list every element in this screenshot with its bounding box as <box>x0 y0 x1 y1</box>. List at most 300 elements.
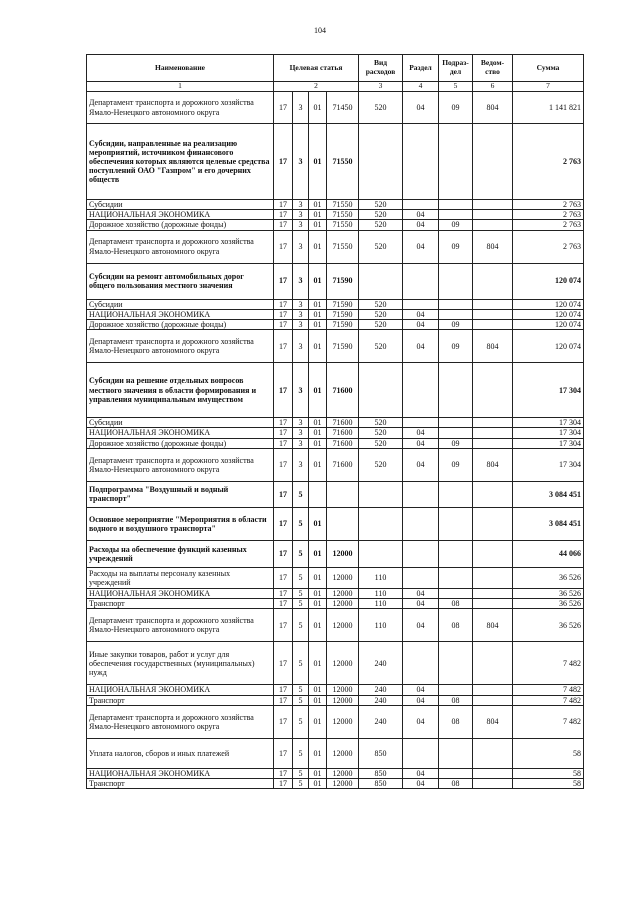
target-subprogram: 5 <box>293 589 309 599</box>
subsection: 09 <box>439 330 473 363</box>
subsection: 09 <box>439 438 473 448</box>
target-event: 01 <box>309 768 327 778</box>
section <box>403 418 439 428</box>
target-subprogram: 3 <box>293 124 309 200</box>
row-name: Основное мероприятие "Мероприятия в области водного и воздушного транспорта" <box>87 507 274 540</box>
row-name: Дорожное хозяйство (дорожные фонды) <box>87 319 274 329</box>
target-direction <box>327 481 359 507</box>
expense-type: 520 <box>359 428 403 438</box>
row-name: Уплата налогов, сборов и иных платежей <box>87 738 274 768</box>
target-program: 17 <box>274 589 293 599</box>
target-program: 17 <box>274 481 293 507</box>
target-direction: 71550 <box>327 210 359 220</box>
target-subprogram: 3 <box>293 363 309 418</box>
expense-type: 520 <box>359 330 403 363</box>
target-program: 17 <box>274 779 293 789</box>
row-name: Транспорт <box>87 695 274 705</box>
department-code: 804 <box>473 330 513 363</box>
target-subprogram: 3 <box>293 210 309 220</box>
department-code <box>473 738 513 768</box>
target-direction: 71550 <box>327 124 359 200</box>
target-subprogram: 5 <box>293 768 309 778</box>
table-row <box>87 768 584 778</box>
colnum-6: 6 <box>473 82 513 92</box>
expense-type: 110 <box>359 589 403 599</box>
section <box>403 540 439 567</box>
table-row <box>87 124 584 200</box>
section: 04 <box>403 309 439 319</box>
row-name: НАЦИОНАЛЬНАЯ ЭКОНОМИКА <box>87 428 274 438</box>
table-row <box>87 210 584 220</box>
section: 04 <box>403 230 439 263</box>
department-code <box>473 418 513 428</box>
amount: 17 304 <box>513 363 584 418</box>
table-row <box>87 418 584 428</box>
amount: 36 526 <box>513 599 584 609</box>
target-subprogram: 5 <box>293 609 309 642</box>
amount: 17 304 <box>513 438 584 448</box>
expense-type <box>359 363 403 418</box>
row-name: Дорожное хозяйство (дорожные фонды) <box>87 220 274 230</box>
target-direction: 71550 <box>327 200 359 210</box>
expense-type: 240 <box>359 642 403 685</box>
table-row <box>87 599 584 609</box>
table-row <box>87 319 584 329</box>
subsection: 09 <box>439 230 473 263</box>
target-program: 17 <box>274 738 293 768</box>
amount: 2 763 <box>513 200 584 210</box>
subsection <box>439 263 473 299</box>
target-program: 17 <box>274 609 293 642</box>
section: 04 <box>403 695 439 705</box>
target-event: 01 <box>309 705 327 738</box>
department-code <box>473 124 513 200</box>
target-program: 17 <box>274 299 293 309</box>
department-code <box>473 428 513 438</box>
target-subprogram: 3 <box>293 92 309 124</box>
expense-type: 520 <box>359 92 403 124</box>
row-name: Департамент транспорта и дорожного хозяйства Ямало-Ненецкого автономного округа <box>87 230 274 263</box>
target-program: 17 <box>274 263 293 299</box>
target-program: 17 <box>274 448 293 481</box>
section: 04 <box>403 92 439 124</box>
row-name: Расходы на обеспечение функций казенных учреждений <box>87 540 274 567</box>
target-event <box>309 481 327 507</box>
expense-type: 850 <box>359 768 403 778</box>
amount: 3 084 451 <box>513 481 584 507</box>
target-program: 17 <box>274 220 293 230</box>
target-program: 17 <box>274 567 293 588</box>
department-code <box>473 263 513 299</box>
section: 04 <box>403 210 439 220</box>
amount: 120 074 <box>513 263 584 299</box>
target-subprogram: 5 <box>293 738 309 768</box>
row-name: Субсидии <box>87 200 274 210</box>
target-program: 17 <box>274 685 293 695</box>
target-direction: 71590 <box>327 319 359 329</box>
section <box>403 507 439 540</box>
amount: 120 074 <box>513 299 584 309</box>
department-code <box>473 299 513 309</box>
section: 04 <box>403 330 439 363</box>
amount: 2 763 <box>513 124 584 200</box>
target-event: 01 <box>309 428 327 438</box>
subsection <box>439 589 473 599</box>
target-direction: 71600 <box>327 448 359 481</box>
target-subprogram: 3 <box>293 330 309 363</box>
target-program: 17 <box>274 319 293 329</box>
row-name: Субсидии <box>87 418 274 428</box>
expense-type: 110 <box>359 609 403 642</box>
row-name: Иные закупки товаров, работ и услуг для обеспечения государственных (муниципальных) нужд <box>87 642 274 685</box>
target-event: 01 <box>309 200 327 210</box>
expense-type: 850 <box>359 738 403 768</box>
target-direction: 71590 <box>327 309 359 319</box>
colnum-1: 1 <box>87 82 274 92</box>
table-row <box>87 507 584 540</box>
table-row <box>87 567 584 588</box>
expense-type <box>359 540 403 567</box>
section <box>403 738 439 768</box>
department-code <box>473 319 513 329</box>
target-event: 01 <box>309 309 327 319</box>
table-row <box>87 589 584 599</box>
subsection <box>439 540 473 567</box>
department-code: 804 <box>473 230 513 263</box>
row-name: Подпрограмма "Воздушный и водный транспорт" <box>87 481 274 507</box>
target-subprogram: 3 <box>293 220 309 230</box>
subsection <box>439 200 473 210</box>
target-subprogram: 3 <box>293 438 309 448</box>
target-program: 17 <box>274 642 293 685</box>
department-code <box>473 309 513 319</box>
amount: 17 304 <box>513 428 584 438</box>
section: 04 <box>403 448 439 481</box>
target-subprogram: 5 <box>293 481 309 507</box>
department-code <box>473 200 513 210</box>
department-code <box>473 779 513 789</box>
expense-type: 520 <box>359 210 403 220</box>
expense-type <box>359 507 403 540</box>
target-event: 01 <box>309 418 327 428</box>
department-code: 804 <box>473 92 513 124</box>
target-event: 01 <box>309 330 327 363</box>
target-program: 17 <box>274 92 293 124</box>
table-row <box>87 448 584 481</box>
amount: 58 <box>513 738 584 768</box>
target-event: 01 <box>309 685 327 695</box>
target-event: 01 <box>309 642 327 685</box>
department-code <box>473 507 513 540</box>
subsection: 08 <box>439 695 473 705</box>
table-row <box>87 299 584 309</box>
target-program: 17 <box>274 124 293 200</box>
expense-type: 110 <box>359 567 403 588</box>
target-direction: 71590 <box>327 263 359 299</box>
target-program: 17 <box>274 695 293 705</box>
target-program: 17 <box>274 438 293 448</box>
section: 04 <box>403 705 439 738</box>
table-row <box>87 428 584 438</box>
expense-type: 110 <box>359 599 403 609</box>
expense-type: 520 <box>359 220 403 230</box>
table-header-row <box>87 55 584 82</box>
department-code <box>473 481 513 507</box>
amount: 2 763 <box>513 220 584 230</box>
expense-type <box>359 263 403 299</box>
target-program: 17 <box>274 200 293 210</box>
amount: 44 066 <box>513 540 584 567</box>
subsection: 09 <box>439 319 473 329</box>
target-direction: 12000 <box>327 685 359 695</box>
table-row <box>87 609 584 642</box>
target-direction: 71590 <box>327 330 359 363</box>
target-direction: 12000 <box>327 738 359 768</box>
target-subprogram: 3 <box>293 299 309 309</box>
budget-table <box>86 54 584 789</box>
row-name: НАЦИОНАЛЬНАЯ ЭКОНОМИКА <box>87 685 274 695</box>
target-direction: 71550 <box>327 220 359 230</box>
row-name: НАЦИОНАЛЬНАЯ ЭКОНОМИКА <box>87 210 274 220</box>
subsection <box>439 481 473 507</box>
subsection <box>439 124 473 200</box>
target-subprogram: 5 <box>293 599 309 609</box>
header-podrazdel: Подраз-дел <box>439 55 473 82</box>
target-event: 01 <box>309 263 327 299</box>
target-direction <box>327 507 359 540</box>
target-direction: 12000 <box>327 642 359 685</box>
header-sum: Сумма <box>513 55 584 82</box>
colnum-4: 4 <box>403 82 439 92</box>
row-name: Субсидии, направленные на реализацию мероприятий, источником финансового обеспечения которых являются целевые средства поступлений ОАО "Газпром" и его дочерних обществ <box>87 124 274 200</box>
row-name: Департамент транспорта и дорожного хозяйства Ямало-Ненецкого автономного округа <box>87 609 274 642</box>
target-subprogram: 3 <box>293 319 309 329</box>
subsection <box>439 685 473 695</box>
amount: 2 763 <box>513 230 584 263</box>
table-row <box>87 779 584 789</box>
target-subprogram: 3 <box>293 263 309 299</box>
target-program: 17 <box>274 330 293 363</box>
department-code <box>473 695 513 705</box>
target-program: 17 <box>274 210 293 220</box>
target-subprogram: 5 <box>293 642 309 685</box>
target-subprogram: 5 <box>293 695 309 705</box>
row-name: Транспорт <box>87 599 274 609</box>
target-direction: 71550 <box>327 230 359 263</box>
table-row <box>87 309 584 319</box>
department-code <box>473 567 513 588</box>
target-direction: 71600 <box>327 363 359 418</box>
target-direction: 12000 <box>327 599 359 609</box>
subsection <box>439 309 473 319</box>
subsection <box>439 507 473 540</box>
amount: 120 074 <box>513 309 584 319</box>
target-program: 17 <box>274 428 293 438</box>
department-code <box>473 438 513 448</box>
department-code <box>473 220 513 230</box>
amount: 120 074 <box>513 319 584 329</box>
amount: 58 <box>513 768 584 778</box>
amount: 17 304 <box>513 448 584 481</box>
table-row <box>87 263 584 299</box>
target-subprogram: 5 <box>293 540 309 567</box>
expense-type: 520 <box>359 309 403 319</box>
row-name: Департамент транспорта и дорожного хозяйства Ямало-Ненецкого автономного округа <box>87 92 274 124</box>
table-row <box>87 738 584 768</box>
target-event: 01 <box>309 210 327 220</box>
section: 04 <box>403 428 439 438</box>
target-event: 01 <box>309 230 327 263</box>
target-subprogram: 3 <box>293 200 309 210</box>
section <box>403 200 439 210</box>
column-number-row <box>87 82 584 92</box>
page-number: 104 <box>314 26 326 35</box>
target-event: 01 <box>309 448 327 481</box>
table-row <box>87 92 584 124</box>
row-name: Субсидии на ремонт автомобильных дорог общего пользования местного значения <box>87 263 274 299</box>
table-row <box>87 685 584 695</box>
target-event: 01 <box>309 299 327 309</box>
table-row <box>87 705 584 738</box>
target-program: 17 <box>274 507 293 540</box>
amount: 36 526 <box>513 609 584 642</box>
department-code <box>473 685 513 695</box>
section: 04 <box>403 438 439 448</box>
target-direction: 71600 <box>327 428 359 438</box>
table-row <box>87 230 584 263</box>
section <box>403 363 439 418</box>
target-event: 01 <box>309 609 327 642</box>
subsection <box>439 428 473 438</box>
target-program: 17 <box>274 540 293 567</box>
target-direction: 71590 <box>327 299 359 309</box>
table-body <box>87 92 584 789</box>
amount: 1 141 821 <box>513 92 584 124</box>
row-name: Субсидии <box>87 299 274 309</box>
expense-type <box>359 124 403 200</box>
subsection: 08 <box>439 779 473 789</box>
target-direction: 12000 <box>327 609 359 642</box>
target-subprogram: 5 <box>293 779 309 789</box>
target-event: 01 <box>309 599 327 609</box>
subsection <box>439 738 473 768</box>
subsection <box>439 768 473 778</box>
row-name: НАЦИОНАЛЬНАЯ ЭКОНОМИКА <box>87 589 274 599</box>
amount: 120 074 <box>513 330 584 363</box>
department-code <box>473 363 513 418</box>
target-subprogram: 5 <box>293 507 309 540</box>
amount: 7 482 <box>513 642 584 685</box>
expense-type: 520 <box>359 200 403 210</box>
target-program: 17 <box>274 768 293 778</box>
target-subprogram: 3 <box>293 230 309 263</box>
section: 04 <box>403 220 439 230</box>
expense-type: 520 <box>359 319 403 329</box>
target-subprogram: 5 <box>293 685 309 695</box>
row-name: НАЦИОНАЛЬНАЯ ЭКОНОМИКА <box>87 309 274 319</box>
subsection <box>439 210 473 220</box>
target-event: 01 <box>309 507 327 540</box>
target-event: 01 <box>309 589 327 599</box>
table-row <box>87 481 584 507</box>
subsection: 08 <box>439 609 473 642</box>
expense-type: 520 <box>359 438 403 448</box>
section: 04 <box>403 768 439 778</box>
target-event: 01 <box>309 220 327 230</box>
department-code: 804 <box>473 448 513 481</box>
target-event: 01 <box>309 124 327 200</box>
header-vid: Вид расходов <box>359 55 403 82</box>
table-row <box>87 438 584 448</box>
colnum-3: 3 <box>359 82 403 92</box>
section: 04 <box>403 685 439 695</box>
target-subprogram: 3 <box>293 418 309 428</box>
subsection: 09 <box>439 448 473 481</box>
department-code: 804 <box>473 705 513 738</box>
target-program: 17 <box>274 230 293 263</box>
target-program: 17 <box>274 309 293 319</box>
target-direction: 12000 <box>327 768 359 778</box>
row-name: Департамент транспорта и дорожного хозяйства Ямало-Ненецкого автономного округа <box>87 330 274 363</box>
table-row <box>87 642 584 685</box>
target-direction: 12000 <box>327 779 359 789</box>
amount: 2 763 <box>513 210 584 220</box>
subsection <box>439 567 473 588</box>
expense-type: 520 <box>359 448 403 481</box>
header-target: Целевая статья <box>274 55 359 82</box>
target-event: 01 <box>309 779 327 789</box>
target-direction: 12000 <box>327 705 359 738</box>
target-direction: 12000 <box>327 540 359 567</box>
department-code <box>473 210 513 220</box>
subsection <box>439 642 473 685</box>
subsection <box>439 299 473 309</box>
target-direction: 12000 <box>327 589 359 599</box>
row-name: Департамент транспорта и дорожного хозяйства Ямало-Ненецкого автономного округа <box>87 448 274 481</box>
amount: 58 <box>513 779 584 789</box>
section: 04 <box>403 319 439 329</box>
section: 04 <box>403 609 439 642</box>
expense-type: 240 <box>359 685 403 695</box>
section <box>403 642 439 685</box>
department-code <box>473 642 513 685</box>
target-event: 01 <box>309 92 327 124</box>
table-row <box>87 540 584 567</box>
section <box>403 481 439 507</box>
table-row <box>87 695 584 705</box>
row-name: Расходы на выплаты персоналу казенных учреждений <box>87 567 274 588</box>
target-event: 01 <box>309 363 327 418</box>
subsection: 08 <box>439 705 473 738</box>
colnum-5: 5 <box>439 82 473 92</box>
table-row <box>87 363 584 418</box>
expense-type <box>359 481 403 507</box>
amount: 3 084 451 <box>513 507 584 540</box>
target-direction: 71600 <box>327 438 359 448</box>
section <box>403 567 439 588</box>
amount: 7 482 <box>513 695 584 705</box>
target-event: 01 <box>309 567 327 588</box>
header-name: Наименование <box>87 55 274 82</box>
expense-type: 240 <box>359 705 403 738</box>
target-program: 17 <box>274 363 293 418</box>
subsection: 09 <box>439 92 473 124</box>
section: 04 <box>403 779 439 789</box>
amount: 36 526 <box>513 589 584 599</box>
target-event: 01 <box>309 540 327 567</box>
target-direction: 71450 <box>327 92 359 124</box>
department-code <box>473 599 513 609</box>
